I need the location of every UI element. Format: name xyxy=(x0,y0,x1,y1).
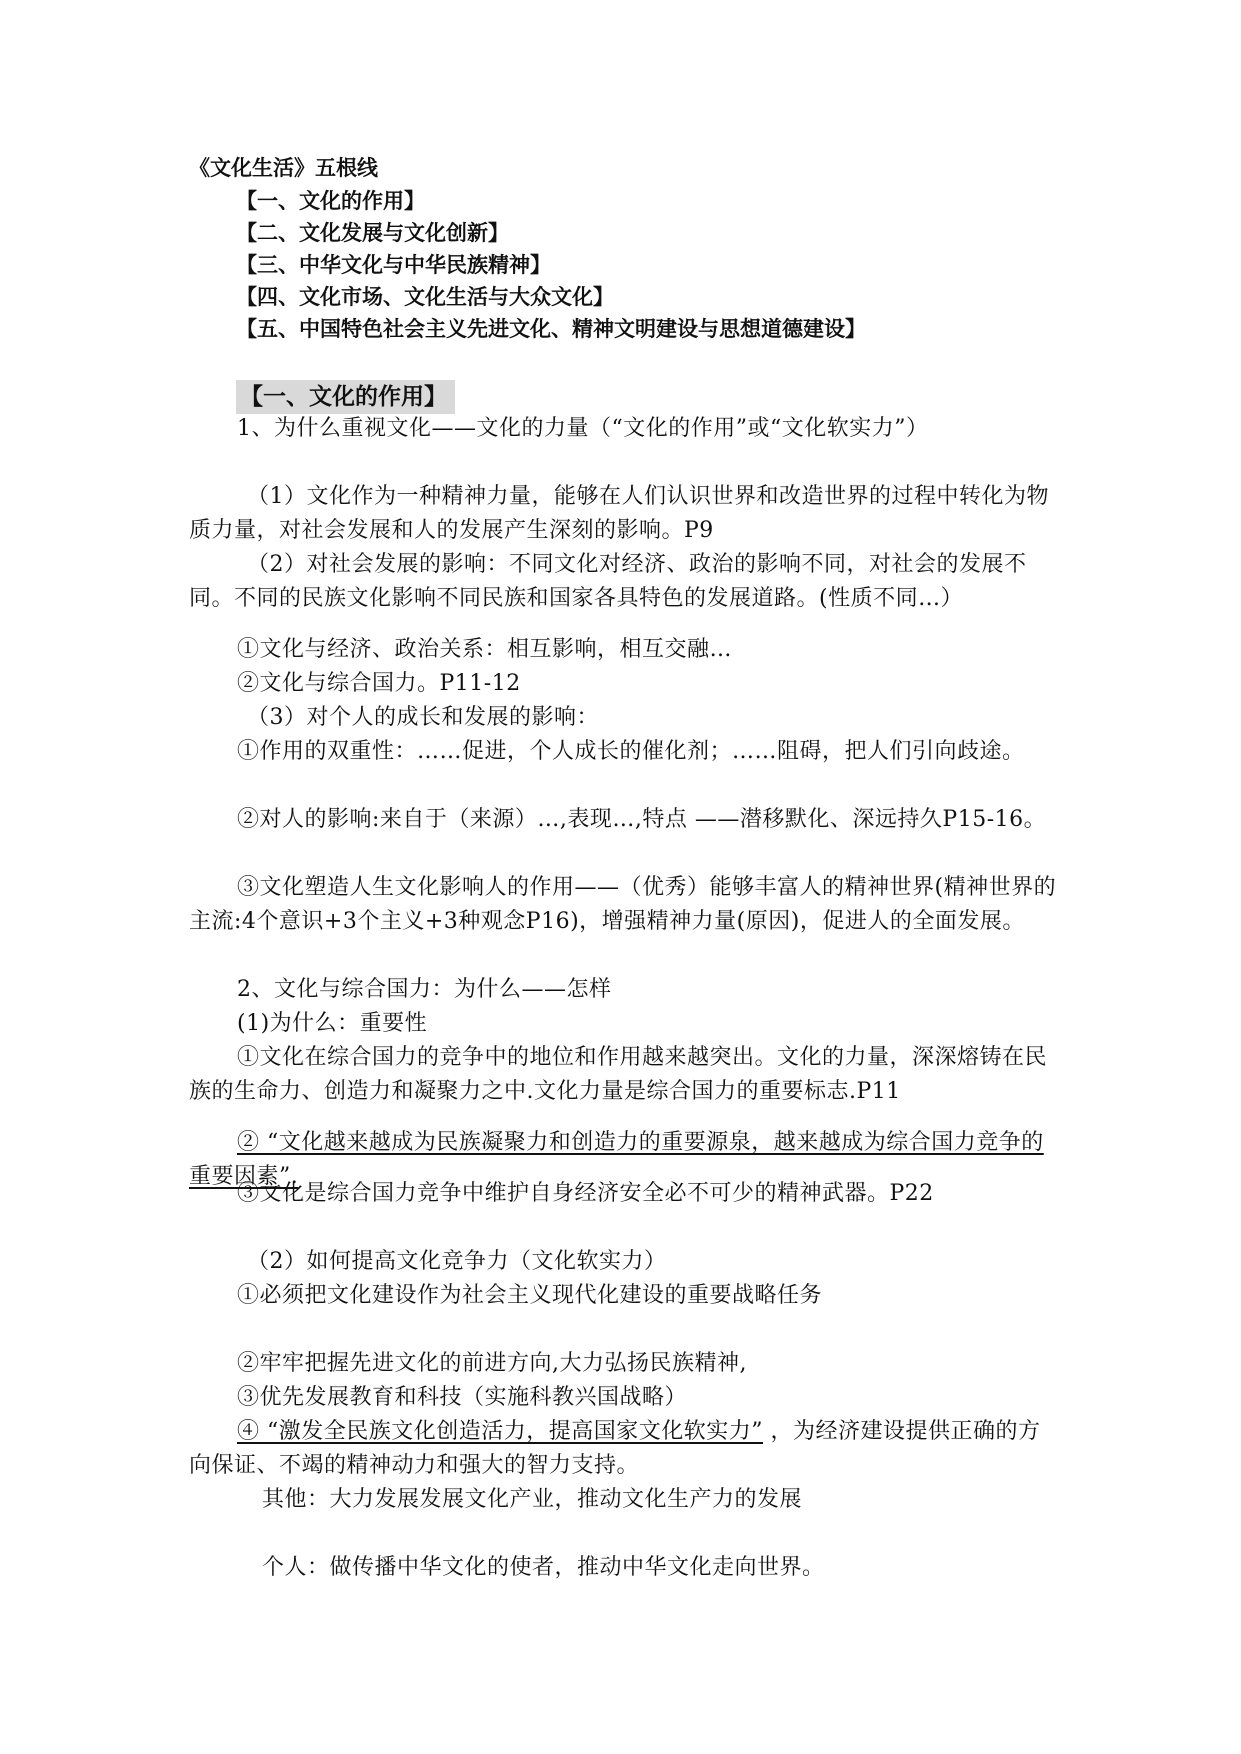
paragraph-individual: 个人：做传播中华文化的使者，推动中华文化走向世界。 xyxy=(262,1555,825,1580)
paragraph-spiritual-force: （1）文化作为一种精神力量，能够在人们认识世界和改造世界的过程中转化为物质力量，对社会发展和人的发展产生深刻的影响。P9 xyxy=(189,484,1049,543)
paragraph-advanced-culture: ②牢牢把握先进文化的前进方向,大力弘扬民族精神, xyxy=(237,1351,747,1376)
table-of-contents xyxy=(236,185,866,345)
toc-item-4: 【四、文化市场、文化生活与大众文化】 xyxy=(236,285,614,309)
document-title: 《文化生活》五根线 xyxy=(189,156,378,180)
toc-item-3: 【三、中华文化与中华民族精神】 xyxy=(236,253,551,277)
paragraph-shaping-life: ③文化塑造人生文化影响人的作用——（优秀）能够丰富人的精神世界(精神世界的主流:4个意识+3个主义+3种观念P16)，增强精神力量(原因)，促进人的全面发展。 xyxy=(189,875,1057,934)
paragraph-spiritual-weapon: ③文化是综合国力竞争中维护自身经济安全必不可少的精神武器。P22 xyxy=(237,1181,934,1206)
toc-item-1: 【一、文化的作用】 xyxy=(236,189,425,213)
toc-item-2: 【二、文化发展与文化创新】 xyxy=(236,221,509,245)
paragraph-economy-politics: ①文化与经济、政治关系：相互影响，相互交融… xyxy=(237,637,733,662)
question-2-heading: 2、文化与综合国力：为什么——怎样 xyxy=(237,977,612,1002)
question-1-heading: 1、为什么重视文化——文化的力量（“文化的作用”或“文化软实力”） xyxy=(237,416,929,441)
section-heading: 【一、文化的作用】 xyxy=(236,380,455,414)
toc-item-5: 【五、中国特色社会主义先进文化、精神文明建设与思想道德建设】 xyxy=(236,317,866,341)
paragraph-strategic-task: ①必须把文化建设作为社会主义现代化建设的重要战略任务 xyxy=(237,1283,823,1308)
subheading-why: (1)为什么：重要性 xyxy=(237,1011,428,1036)
paragraph-social-impact: （2）对社会发展的影响：不同文化对经济、政治的影响不同，对社会的发展不同。不同的民族文化影响不同民族和国家各具特色的发展道路。(性质不同…） xyxy=(189,552,1027,611)
paragraph-soft-power xyxy=(189,1415,1059,1483)
paragraph-quote-source: ② “文化越来越成为民族凝聚力和创造力的重要源泉，越来越成为综合国力竞争的重要因素”. xyxy=(189,1130,1044,1189)
paragraph-role-prominent: ①文化在综合国力的竞争中的地位和作用越来越突出。文化的力量，深深熔铸在民族的生命力、创造力和凝聚力之中.文化力量是综合国力的重要标志.P11 xyxy=(189,1045,1048,1104)
soft-power-continuation: ，为经济建设提供正确的方向保证、不竭的精神动力和强大的智力支持。 xyxy=(189,1419,1041,1478)
subheading-how: （2）如何提高文化竞争力（文化软实力） xyxy=(247,1249,667,1274)
paragraph-dual-nature: ①作用的双重性：……促进，个人成长的催化剂；……阻碍，把人们引向歧途。 xyxy=(237,739,1025,764)
soft-power-quote: ④ “激发全民族文化创造活力，提高国家文化软实力” xyxy=(237,1419,763,1444)
paragraph-influence: ②对人的影响:来自于（来源）…,表现…,特点 ——潜移默化、深远持久P15-16。 xyxy=(237,807,1047,832)
paragraph-personal-growth: （3）对个人的成长和发展的影响： xyxy=(247,705,599,730)
paragraph-national-power: ②文化与综合国力。P11-12 xyxy=(237,671,521,696)
paragraph-other: 其他：大力发展发展文化产业，推动文化生产力的发展 xyxy=(262,1487,803,1512)
paragraph-education-science: ③优先发展教育和科技（实施科教兴国战略） xyxy=(237,1385,688,1410)
